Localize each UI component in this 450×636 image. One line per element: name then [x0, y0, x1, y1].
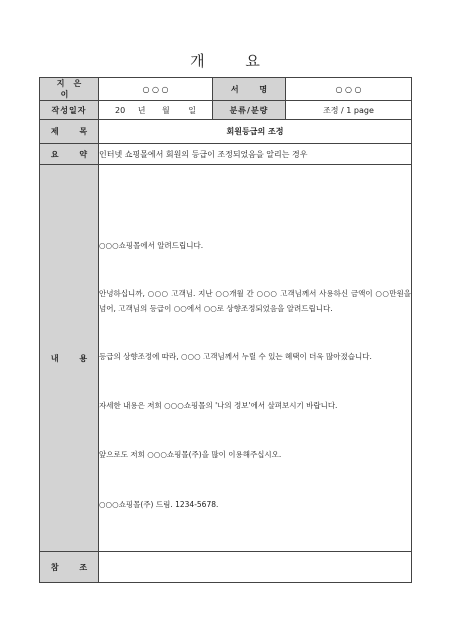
date-label: 작성일자	[40, 101, 99, 120]
content-paragraph: ○○○쇼핑몰에서 알려드립니다.	[99, 241, 204, 250]
reference-row	[40, 552, 412, 583]
content-paragraph: 앞으로도 저희 ○○○쇼핑몰(주)을 많이 이용해주십시오.	[99, 450, 282, 459]
subject-row	[40, 120, 412, 144]
reference-value[interactable]	[99, 552, 412, 583]
summary-label: 요 약	[40, 144, 99, 165]
summary-row	[40, 144, 412, 165]
signature-label: 서 명	[213, 78, 286, 101]
date-row	[40, 101, 412, 120]
content-paragraph: 등급의 상향조정에 따라, ○○○ 고객님께서 누릴 수 있는 혜택이 더욱 많아졌습니다.	[99, 352, 372, 361]
author-row	[40, 78, 412, 101]
summary-value[interactable]: 인터넷 쇼핑몰에서 회원의 등급이 조정되었음을 알리는 경우	[99, 144, 412, 165]
content-row	[40, 165, 412, 552]
content-paragraph: 자세한 내용은 저희 ○○○쇼핑몰의 '나의 정보'에서 살펴보시기 바랍니다.	[99, 401, 338, 410]
signature-value[interactable]: ○ ○ ○	[286, 78, 412, 101]
category-value[interactable]: 조정 / 1 page	[286, 101, 412, 120]
date-year-unit: 년	[137, 105, 146, 115]
page-title: 개 요	[190, 52, 278, 70]
author-value[interactable]: ○ ○ ○	[99, 78, 213, 101]
content-paragraph: 안녕하십니까, ○○○ 고객님. 지난 ○○개월 간 ○○○ 고객님께서 사용하신 금액이 ○○만원을 넘어, 고객님의 등급이 ○○에서 ○○로 상향조정되었음을 알려드립니다.	[99, 289, 411, 313]
content-body[interactable]	[99, 165, 412, 552]
category-label: 분류/분량	[213, 101, 286, 120]
subject-value[interactable]: 회원등급의 조정	[99, 120, 412, 144]
date-month-unit: 월	[162, 105, 170, 115]
document-form-table	[39, 77, 412, 583]
content-paragraph: ○○○쇼핑몰(주) 드림. 1234-5678.	[99, 500, 219, 509]
author-label: 지은이	[40, 78, 99, 101]
date-value[interactable]	[99, 101, 213, 120]
reference-label: 참 조	[40, 552, 99, 583]
content-label: 내 용	[40, 165, 99, 552]
date-day-unit: 일	[188, 105, 197, 115]
subject-label: 제 목	[40, 120, 99, 144]
date-year: 20	[114, 105, 126, 115]
